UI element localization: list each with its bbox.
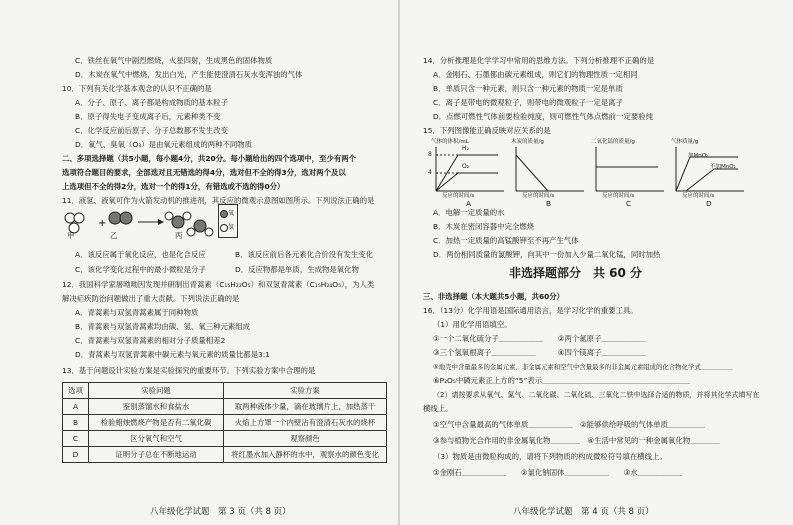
q16-part1-line4: ⑥P₂O₅中磷元素正上方的“5”表示＿＿＿＿＿＿＿＿＿＿＿＿＿＿＿＿＿＿＿＿ [433, 376, 690, 385]
table-cell: 鉴别蒸馏水和食盐水 [89, 399, 224, 415]
q11-option-c: C．该化学变化过程中的最小微粒是分子 [75, 265, 206, 274]
q14-stem: 14．分析推理是化学学习中常用的思维方法。下列分析推理不正确的是 [423, 56, 655, 65]
q16-part2-line1: （2）请按要求从氧气、氮气、二氧化碳、二氧化硫、三氧化二铁中选择合适的物质，并将其化学式填写在 [433, 391, 760, 399]
table-cell: 取两种液体少量，滴在玻璃片上，加热蒸干 [224, 399, 387, 415]
table-cell: 火焰上方罩一个内壁沾有澄清石灰水的烧杯 [224, 415, 387, 431]
q12-option-a: A．青蒿素与双氢青蒿素属于同种物质 [75, 308, 199, 317]
graph-d-xlabel: 反应的时间/s [682, 193, 715, 199]
table-cell: 检验蜡烛燃烧产物是否有二氧化碳 [89, 415, 224, 431]
graph-a-letter: A [466, 199, 472, 208]
graph-b-letter: B [546, 199, 552, 208]
graph-d-ylabel: 气体质量/g [671, 139, 699, 145]
q12-option-b: B．青蒿素与双氢青蒿素均由碳、氢、氧三种元素组成 [75, 322, 251, 331]
q12-option-c: C．青蒿素与双氢青蒿素的相对分子质量相差2 [75, 336, 226, 345]
table-cell: 将红墨水加入静杯的水中，观察水的颜色变化 [224, 447, 387, 463]
section-2-header-line3: 上选项但不全的得2分，选对一个的得1分，有错选或不选的得0分） [62, 182, 285, 191]
q12-stem-line2: 解决疟疾防治问题做出了重大贡献。下列说法正确的是 [62, 294, 240, 303]
table-cell: 观察颜色 [224, 431, 387, 447]
q16-part3-blanks: ①金刚石＿＿＿＿＿＿ ②氯化钠固体＿＿＿＿＿＿ ③水＿＿＿＿＿＿ [433, 468, 682, 477]
table-row [63, 415, 387, 431]
q16-stem: 16．（13分）化学用语是国际通用语言，是学习化学的重要工具。 [423, 306, 638, 315]
q15-option-b: B．木炭在密闭容器中完全燃烧 [433, 222, 535, 231]
graph-b-ylabel: 木炭的质量/g [511, 139, 544, 145]
graph-d-mno2-label: 加MnO₂ [688, 153, 709, 159]
graph-c-letter: C [626, 199, 632, 208]
q10-option-d: D．氧气、臭氧（O₃）是由氧元素组成的两种不同物质 [75, 140, 253, 149]
legend-h-label: 氢 [228, 224, 235, 231]
graph-a-h2-label: H₂ [462, 145, 469, 152]
graph-a-ylabel: 气体的体积/mL [431, 139, 469, 145]
graph-a-ytick-4: 4 [428, 169, 432, 176]
q15-option-a: A．电解一定质量的水 [433, 208, 505, 217]
graph-b-xlabel: 反应的时间/s [522, 193, 555, 199]
section-title: 非选择题部分 共 60 分 [509, 266, 643, 280]
diagram-label-yi: 乙 [110, 231, 118, 240]
svg-text:+: + [98, 218, 107, 229]
graph-c-xlabel: 反应的时间/s [602, 193, 635, 199]
table-header-row [63, 383, 387, 399]
q14-option-b: B．单质只含一种元素，则只含一种元素的物质一定是单质 [433, 84, 623, 93]
right-page [403, 0, 793, 525]
q15-stem: 15．下列图像能正确反映对应关系的是 [423, 126, 551, 135]
table-header: 实验问题 [89, 383, 224, 399]
q13-stem: 13．基于问题设计实验方案是实验探究的重要环节。下列实验方案中合理的是 [62, 366, 316, 375]
q16-part2-line4: ③参与植物光合作用的非金属氧化物＿＿＿＿ ④生活中常见的一种金属氧化物＿＿＿＿ [433, 436, 720, 445]
q15-option-c: C．加热一定质量的高锰酸钾至不再产生气体 [433, 236, 579, 245]
q11-option-a: A．该反应属于氧化反应，也是化合反应 [75, 250, 206, 259]
q16-part2-line3: ①空气中含量最高的气体单质＿＿＿＿＿＿ ②能够供给呼吸的气体单质＿＿＿＿＿ [433, 420, 705, 429]
legend-o-label: 氧 [228, 210, 235, 217]
table-cell: D [63, 447, 89, 463]
q16-part3: （3）物质是由微粒构成的，请将下列物质的构成微粒符号填在横线上。 [433, 452, 667, 461]
q14-option-d: D．点燃可燃性气体前要检验纯度，则可燃性气体点燃前一定要验纯 [433, 112, 654, 121]
graph-d-no-mno2-label: 不加MnO₂ [710, 164, 736, 170]
q16-part1-line2: ③三个氢氧根离子＿＿＿＿＿＿ ④四个镁离子＿＿＿＿＿＿ [433, 348, 646, 357]
diagram-legend [218, 204, 238, 238]
q10-option-b: B．原子得失电子变成离子后，元素种类不变 [75, 112, 221, 121]
q16-part1: （1）用化学用语填空。 [433, 320, 512, 329]
q9-option-c: C．铁丝在氧气中剧烈燃烧，火星四射，生成黑色的固体物质 [75, 56, 273, 65]
q10-option-c: C．化学反应前后原子、分子总数都不发生改变 [75, 126, 228, 135]
section-2-header-line2: 选项符合题目的要求，全部选对且无错选的得4分，选对但不全的得3分，选对两个及以 [62, 168, 346, 177]
table-header: 选项 [63, 383, 89, 399]
table-cell: 证明分子总在不断地运动 [89, 447, 224, 463]
diagram-label-jia: 甲 [67, 231, 75, 240]
q11-option-b: B．该反应前后各元素化合价没有发生变化 [235, 250, 374, 259]
graph-c-ylabel: 二氧化锰的质量/g [591, 139, 635, 145]
page-fold [398, 0, 400, 525]
section-2-header-line1: 二、多项选择题（共5小题，每小题4分，共20分。每小题给出的四个选项中，至少有两个 [62, 154, 357, 163]
q11-option-d: D．反应物都是单质，生成物是氧化物 [235, 265, 359, 274]
left-page-footer: 八年级化学试题 第 3 页（共 8 页） [150, 507, 291, 517]
table-cell: 区分氧气和空气 [89, 431, 224, 447]
graph-a [428, 137, 508, 207]
q11-stem: 11．液氢、液氧可作为火箭发动机的推进剂，其反应的微观示意图如图所示。下列说法正确的是 [62, 196, 375, 205]
q10-stem: 10．下列有关化学基本观念的认识不正确的是 [62, 84, 212, 93]
q13-table [62, 382, 387, 463]
table-cell: C [63, 431, 89, 447]
q16-part2-line2: 横线上。 [423, 404, 453, 413]
q12-option-d: D．青蒿素与双氢青蒿素中碳元素与氧元素的质量比都是3:1 [75, 350, 270, 359]
graph-c [588, 137, 668, 207]
q14-option-c: C．离子是带电的微观粒子，则带电的微观粒子一定是离子 [433, 98, 623, 107]
table-row [63, 447, 387, 463]
graph-d-letter: D [706, 199, 712, 208]
q10-option-a: A．分子、原子、离子都是构成物质的基本粒子 [75, 98, 228, 107]
q16-part1-line3: ⑤地壳中含量最多的金属元素、非金属元素和空气中含量最多的非金属元素组成的化合物化学式＿＿＿＿＿ [433, 363, 733, 371]
table-row [63, 431, 387, 447]
graph-a-ytick-8: 8 [428, 151, 432, 158]
q16-part1-line1: ①一个二氧化硫分子＿＿＿＿＿＿ ②两个氮原子＿＿＿＿＿＿ [433, 334, 646, 343]
q12-stem-line1: 12．我国科学家屠呦呦因发现并研制出青蒿素（C₁₅H₂₂O₅）和双氢青蒿素（C₁₅H₂₄O₅），为人类 [62, 280, 375, 289]
graph-b [508, 137, 588, 207]
graph-d [668, 137, 748, 207]
diagram-label-bing: 丙 [175, 231, 183, 240]
q9-option-d: D．木炭在氧气中燃烧，发出白光，产生能使澄清石灰水变浑浊的气体 [75, 70, 303, 79]
left-page [0, 0, 395, 525]
q14-option-a: A．金刚石、石墨都由碳元素组成，则它们的物理性质一定相同 [433, 70, 638, 79]
table-cell: B [63, 415, 89, 431]
table-header: 实验方案 [224, 383, 387, 399]
q15-option-d: D．两份相同质量的氯酸钾，向其中一份加入少量二氧化锰，同时加热 [433, 250, 661, 259]
graph-a-o2-label: O₂ [462, 163, 470, 170]
table-cell: A [63, 399, 89, 415]
right-page-footer: 八年级化学试题 第 4 页（共 8 页） [513, 507, 654, 517]
table-row [63, 399, 387, 415]
section-3-header: 三、非选择题（本大题共5小题，共60分） [423, 292, 565, 301]
graph-a-xlabel: 反应的时间/s [442, 193, 475, 199]
